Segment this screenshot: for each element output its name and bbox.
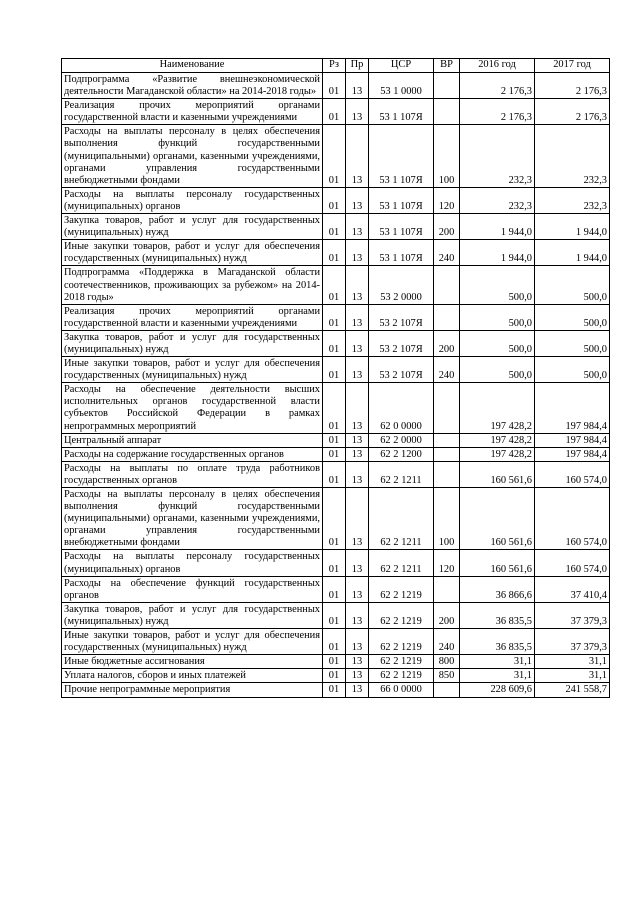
row-amount-2017: 500,0 <box>535 266 610 304</box>
row-amount-2016: 36 866,6 <box>460 576 535 602</box>
row-vr: 200 <box>434 602 460 628</box>
table-row <box>62 669 610 683</box>
row-amount-2016: 36 835,5 <box>460 602 535 628</box>
table-row <box>62 357 610 383</box>
row-amount-2017: 232,3 <box>535 125 610 187</box>
table-row <box>62 655 610 669</box>
row-pr: 13 <box>346 683 369 697</box>
row-csr: 62 2 0000 <box>369 433 434 447</box>
row-name: Расходы на выплаты персоналу в целях обеспечения выполнения функций государственными (муниципальными) органами, казенными учреждениями, органами управления государственными внебюджетными фондами <box>62 125 323 187</box>
table-row <box>62 330 610 356</box>
row-name: Закупка товаров, работ и услуг для государственных (муниципальных) нужд <box>62 214 323 240</box>
row-csr: 53 2 107Я <box>369 330 434 356</box>
row-amount-2016: 197 428,2 <box>460 433 535 447</box>
row-csr: 62 0 0000 <box>369 383 434 433</box>
table-row <box>62 602 610 628</box>
row-amount-2016: 197 428,2 <box>460 383 535 433</box>
row-vr: 240 <box>434 629 460 655</box>
row-vr <box>434 383 460 433</box>
row-csr: 53 1 0000 <box>369 73 434 99</box>
row-amount-2016: 160 561,6 <box>460 461 535 487</box>
row-amount-2017: 2 176,3 <box>535 73 610 99</box>
table-row <box>62 433 610 447</box>
row-amount-2016: 31,1 <box>460 669 535 683</box>
row-vr: 240 <box>434 357 460 383</box>
row-csr: 53 2 107Я <box>369 357 434 383</box>
row-vr: 800 <box>434 655 460 669</box>
row-amount-2017: 160 574,0 <box>535 488 610 550</box>
row-rz: 01 <box>323 330 346 356</box>
row-vr: 120 <box>434 550 460 576</box>
row-name: Расходы на содержание государственных органов <box>62 447 323 461</box>
row-rz: 01 <box>323 357 346 383</box>
header-name: Наименование <box>62 59 323 73</box>
row-rz: 01 <box>323 240 346 266</box>
header-pr: Пр <box>346 59 369 73</box>
row-name: Уплата налогов, сборов и иных платежей <box>62 669 323 683</box>
table-row <box>62 550 610 576</box>
row-amount-2017: 37 379,3 <box>535 602 610 628</box>
budget-table-sheet <box>61 58 610 698</box>
row-name: Центральный аппарат <box>62 433 323 447</box>
row-vr: 100 <box>434 488 460 550</box>
row-rz: 01 <box>323 488 346 550</box>
row-amount-2016: 1 944,0 <box>460 214 535 240</box>
row-csr: 62 2 1219 <box>369 669 434 683</box>
row-vr <box>434 304 460 330</box>
row-name: Расходы на обеспечение деятельности высших исполнительных органов государственной власти субъектов Российской Федерации в рамках непрограммных мероприятий <box>62 383 323 433</box>
row-rz: 01 <box>323 99 346 125</box>
row-csr: 53 2 0000 <box>369 266 434 304</box>
row-name: Реализация прочих мероприятий органами государственной власти и казенными учреждениями <box>62 99 323 125</box>
row-name: Расходы на выплаты персоналу государственных (муниципальных) органов <box>62 550 323 576</box>
row-rz: 01 <box>323 655 346 669</box>
row-amount-2017: 197 984,4 <box>535 433 610 447</box>
row-amount-2016: 500,0 <box>460 266 535 304</box>
row-vr <box>434 99 460 125</box>
row-pr: 13 <box>346 433 369 447</box>
row-name: Иные закупки товаров, работ и услуг для обеспечения государственных (муниципальных) нужд <box>62 240 323 266</box>
row-csr: 53 1 107Я <box>369 240 434 266</box>
row-csr: 62 2 1211 <box>369 461 434 487</box>
row-vr <box>434 447 460 461</box>
row-amount-2016: 197 428,2 <box>460 447 535 461</box>
row-amount-2016: 160 561,6 <box>460 488 535 550</box>
row-amount-2017: 31,1 <box>535 669 610 683</box>
table-row <box>62 683 610 697</box>
row-pr: 13 <box>346 266 369 304</box>
row-csr: 53 1 107Я <box>369 125 434 187</box>
row-pr: 13 <box>346 461 369 487</box>
row-pr: 13 <box>346 330 369 356</box>
row-name: Расходы на выплаты персоналу в целях обеспечения выполнения функций государственными (муниципальными) органами, казенными учреждениями, органами управления государственными внебюджетными фондами <box>62 488 323 550</box>
row-vr <box>434 73 460 99</box>
row-amount-2016: 2 176,3 <box>460 99 535 125</box>
row-vr: 120 <box>434 187 460 213</box>
row-rz: 01 <box>323 683 346 697</box>
row-amount-2016: 500,0 <box>460 304 535 330</box>
row-csr: 62 2 1219 <box>369 629 434 655</box>
row-vr <box>434 461 460 487</box>
row-vr: 200 <box>434 330 460 356</box>
row-vr: 240 <box>434 240 460 266</box>
row-amount-2016: 1 944,0 <box>460 240 535 266</box>
row-rz: 01 <box>323 304 346 330</box>
row-csr: 62 2 1211 <box>369 550 434 576</box>
row-amount-2017: 31,1 <box>535 655 610 669</box>
table-row <box>62 125 610 187</box>
row-rz: 01 <box>323 125 346 187</box>
row-amount-2017: 500,0 <box>535 330 610 356</box>
row-amount-2016: 160 561,6 <box>460 550 535 576</box>
row-amount-2017: 500,0 <box>535 357 610 383</box>
row-pr: 13 <box>346 304 369 330</box>
row-pr: 13 <box>346 99 369 125</box>
row-name: Расходы на обеспечение функций государственных органов <box>62 576 323 602</box>
table-row <box>62 576 610 602</box>
row-amount-2016: 36 835,5 <box>460 629 535 655</box>
row-vr <box>434 576 460 602</box>
row-pr: 13 <box>346 576 369 602</box>
table-row <box>62 240 610 266</box>
header-2016: 2016 год <box>460 59 535 73</box>
row-amount-2016: 500,0 <box>460 357 535 383</box>
row-vr <box>434 433 460 447</box>
row-pr: 13 <box>346 187 369 213</box>
row-rz: 01 <box>323 383 346 433</box>
row-pr: 13 <box>346 125 369 187</box>
row-name: Прочие непрограммные мероприятия <box>62 683 323 697</box>
row-pr: 13 <box>346 73 369 99</box>
table-row <box>62 214 610 240</box>
header-csr: ЦСР <box>369 59 434 73</box>
row-name: Закупка товаров, работ и услуг для государственных (муниципальных) нужд <box>62 602 323 628</box>
table-row <box>62 304 610 330</box>
table-row <box>62 488 610 550</box>
row-amount-2017: 37 379,3 <box>535 629 610 655</box>
row-amount-2017: 2 176,3 <box>535 99 610 125</box>
row-csr: 53 2 107Я <box>369 304 434 330</box>
row-vr: 100 <box>434 125 460 187</box>
header-vr: ВР <box>434 59 460 73</box>
table-row <box>62 99 610 125</box>
row-csr: 53 1 107Я <box>369 187 434 213</box>
table-header-row <box>62 59 610 73</box>
row-amount-2017: 160 574,0 <box>535 461 610 487</box>
table-row <box>62 447 610 461</box>
row-csr: 62 2 1211 <box>369 488 434 550</box>
row-name: Иные бюджетные ассигнования <box>62 655 323 669</box>
row-csr: 62 2 1219 <box>369 602 434 628</box>
row-amount-2017: 37 410,4 <box>535 576 610 602</box>
row-rz: 01 <box>323 73 346 99</box>
row-vr <box>434 266 460 304</box>
row-pr: 13 <box>346 214 369 240</box>
row-pr: 13 <box>346 629 369 655</box>
row-vr: 850 <box>434 669 460 683</box>
row-rz: 01 <box>323 214 346 240</box>
row-pr: 13 <box>346 655 369 669</box>
row-name: Расходы на выплаты по оплате труда работников государственных органов <box>62 461 323 487</box>
row-amount-2016: 232,3 <box>460 187 535 213</box>
row-rz: 01 <box>323 447 346 461</box>
row-csr: 62 2 1219 <box>369 655 434 669</box>
row-name: Подпрограмма «Поддержка в Магаданской области соотечественников, проживающих за рубежом» на 2014-2018 годы» <box>62 266 323 304</box>
row-amount-2017: 1 944,0 <box>535 214 610 240</box>
table-row <box>62 461 610 487</box>
row-name: Расходы на выплаты персоналу государственных (муниципальных) органов <box>62 187 323 213</box>
row-pr: 13 <box>346 383 369 433</box>
row-csr: 53 1 107Я <box>369 214 434 240</box>
table-row <box>62 383 610 433</box>
row-amount-2017: 197 984,4 <box>535 383 610 433</box>
row-name: Иные закупки товаров, работ и услуг для обеспечения государственных (муниципальных) нужд <box>62 629 323 655</box>
row-amount-2016: 232,3 <box>460 125 535 187</box>
row-pr: 13 <box>346 669 369 683</box>
row-rz: 01 <box>323 550 346 576</box>
row-rz: 01 <box>323 187 346 213</box>
row-rz: 01 <box>323 461 346 487</box>
row-pr: 13 <box>346 240 369 266</box>
row-csr: 62 2 1219 <box>369 576 434 602</box>
row-rz: 01 <box>323 576 346 602</box>
budget-table <box>61 58 610 698</box>
row-csr: 66 0 0000 <box>369 683 434 697</box>
row-amount-2017: 241 558,7 <box>535 683 610 697</box>
row-amount-2016: 228 609,6 <box>460 683 535 697</box>
header-rz: Рз <box>323 59 346 73</box>
row-amount-2017: 232,3 <box>535 187 610 213</box>
row-name: Подпрограмма «Развитие внешнеэкономической деятельности Магаданской области» на 2014-2018 годы» <box>62 73 323 99</box>
row-vr: 200 <box>434 214 460 240</box>
row-rz: 01 <box>323 629 346 655</box>
table-row <box>62 187 610 213</box>
row-pr: 13 <box>346 447 369 461</box>
table-row <box>62 73 610 99</box>
row-name: Закупка товаров, работ и услуг для государственных (муниципальных) нужд <box>62 330 323 356</box>
row-amount-2016: 500,0 <box>460 330 535 356</box>
row-pr: 13 <box>346 357 369 383</box>
row-csr: 62 2 1200 <box>369 447 434 461</box>
row-pr: 13 <box>346 602 369 628</box>
row-rz: 01 <box>323 266 346 304</box>
row-rz: 01 <box>323 669 346 683</box>
row-amount-2017: 160 574,0 <box>535 550 610 576</box>
row-csr: 53 1 107Я <box>369 99 434 125</box>
row-rz: 01 <box>323 433 346 447</box>
row-name: Иные закупки товаров, работ и услуг для обеспечения государственных (муниципальных) нужд <box>62 357 323 383</box>
header-2017: 2017 год <box>535 59 610 73</box>
row-rz: 01 <box>323 602 346 628</box>
row-amount-2016: 31,1 <box>460 655 535 669</box>
row-amount-2016: 2 176,3 <box>460 73 535 99</box>
table-row <box>62 266 610 304</box>
row-vr <box>434 683 460 697</box>
row-pr: 13 <box>346 488 369 550</box>
row-amount-2017: 500,0 <box>535 304 610 330</box>
row-name: Реализация прочих мероприятий органами государственной власти и казенными учреждениями <box>62 304 323 330</box>
table-row <box>62 629 610 655</box>
row-amount-2017: 197 984,4 <box>535 447 610 461</box>
row-pr: 13 <box>346 550 369 576</box>
row-amount-2017: 1 944,0 <box>535 240 610 266</box>
